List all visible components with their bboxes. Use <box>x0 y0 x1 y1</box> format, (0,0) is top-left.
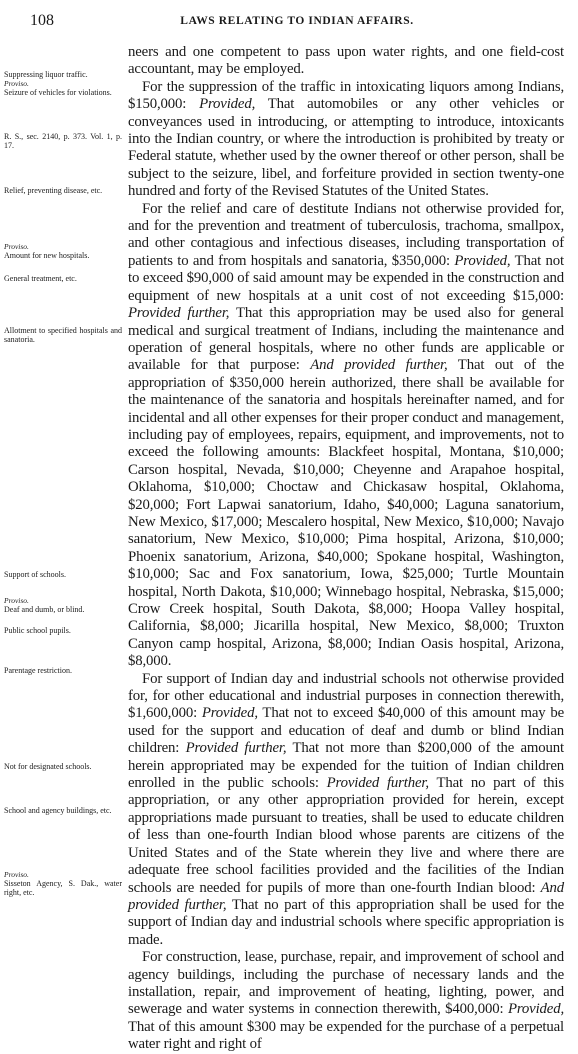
margin-note-parentage <box>4 666 122 675</box>
margin-note-revised-statutes <box>4 132 122 150</box>
margin-note-text: General treatment, etc. <box>4 274 77 283</box>
text-run: For construction, lease, purchase, repair, and improvement of school and agency buildings, including the purchase of necessary lands and the installation, repair, and improvement of heating, lighting, power, and sewerage and water systems in connection therewith, $400,000: <box>128 949 564 1018</box>
margin-note-new-hospitals <box>4 242 122 260</box>
proviso-phrase: Provided, <box>199 96 256 113</box>
margin-note-relief <box>4 186 122 195</box>
paragraph-p0 <box>128 44 564 79</box>
margin-note-text: School and agency buildings, etc. <box>4 806 112 815</box>
margin-note-not-designated <box>4 762 122 771</box>
text-run: That of this amount $300 may be expended for the purchase of a perpetual water right and right of <box>128 1018 564 1053</box>
proviso-phrase: Provided further, <box>185 740 287 757</box>
paragraph-p3 <box>128 671 564 950</box>
margin-note-text: Parentage restriction. <box>4 666 72 675</box>
margin-note-text: Seizure of vehicles for violations. <box>4 88 112 97</box>
proviso-phrase: Provided further, <box>326 775 429 792</box>
margin-note-text: Deaf and dumb, or blind. <box>4 605 85 614</box>
margin-note-text: Not for designated schools. <box>4 762 92 771</box>
margin-note-text: Allotment to specified hospitals and sanatoria. <box>4 326 122 344</box>
text-run: That automobiles or any other vehicles or conveyances used in introducing, or attempting to introduce, intoxicants into the Indian country, or where the introduction is prohibited by treaty or Federal statute, whether used by the owner thereof or other person, shall be subject to the seizure, libel, and forfeiture provided in section twenty-one hundred and forty of the Revised Statutes of the United States. <box>128 96 564 200</box>
page-header <box>30 12 564 32</box>
paragraph-p2 <box>128 201 564 671</box>
margin-note-text: Amount for new hospitals. <box>4 251 90 260</box>
margin-note-general-treatment <box>4 274 122 283</box>
text-run: That not to exceed $90,000 of said amount may be expended in the construction and equipment of new hospitals at a unit cost of not exceeding $15,000: <box>128 252 564 304</box>
proviso-label: Proviso. <box>4 870 29 879</box>
paragraph-p4 <box>128 949 564 1053</box>
text-run: neers and one competent to pass upon water rights, and one field-cost accountant, may be employed. <box>128 44 564 78</box>
margin-note-text: R. S., sec. 2140, p. 373. Vol. 1, p. 17. <box>4 132 122 150</box>
proviso-phrase: Provided, <box>201 705 258 722</box>
text-run: That out of the appropriation of $350,000 herein authorized, there shall be available for the maintenance of the sanatoria and hospitals hereinafter named, and for incidental and all other expenses for their proper conduct and management, including pay of employees, repairs, equipment, and improvements, not to exceed the following amounts: Blackfeet hospital, Montana, $10,000; Carson hospital, Nevada, $10,000; Cheyenne and Arapahoe hospital, Oklahoma, $10,000; Choctaw and Chickasaw hospital, Oklahoma, $20,000; Fort Lapwai sanatorium, Idaho, $40,000; Laguna sanatorium, New Mexico, $17,000; Mescalero hospital, New Mexico, $10,000; Navajo sanatorium, New Mexico, $10,000; Pima hospital, Arizona, $10,000; Phoenix sanatorium, Arizona, $40,000; Spokane hospital, Washington, $10,000; Sac and Fox sanatorium, Iowa, $25,000; Turtle Mountain hospital, North Dakota, $10,000; Winnebago hospital, Nebraska, $15,000; Crow Creek hospital, South Dakota, $8,000; Hoopa Valley hospital, California, $8,000; Jicarilla hospital, New Mexico, $8,000; Truxton Canyon camp hospital, Arizona, $8,000; Indian Oasis hospital, Arizona, $8,000. <box>128 357 564 670</box>
proviso-phrase: Provided further, <box>128 305 230 322</box>
text-run: For the relief and care of destitute Indians not otherwise provided for, and for the prevention and treatment of tuberculosis, trachoma, smallpox, and other contagious and infectious diseases, including transportation of patients to and from hospitals and sanatoria, $350,000: <box>128 200 564 269</box>
margin-note-text: Sisseton Agency, S. Dak., water right, etc. <box>4 879 122 897</box>
text-run: For support of Indian day and industrial schools not otherwise provided for, for other educational and industrial purposes in connection therewith, $1,600,000: <box>128 670 564 722</box>
page-number: 108 <box>30 12 54 29</box>
paragraph-p1 <box>128 79 564 201</box>
proviso-phrase: Provided, <box>454 252 511 269</box>
running-head: LAWS RELATING TO INDIAN AFFAIRS. <box>180 15 414 27</box>
text-run: That not more than $200,000 of the amount herein appropriated may be expended for the tuition of Indian children enrolled in the public schools: <box>128 740 564 792</box>
text-run: That no part of this appropriation shall be used for the support of Indian day and industrial schools where specific appropriation is made. <box>128 896 564 948</box>
margin-note-sisseton <box>4 870 122 897</box>
text-run: That no part of this appropriation, or any other appropriation provided for herein, except appropriations made pursuant to treaties, shall be used to educate children of less than one-fourth Indian blood whose parents are citizens of the United States and of the State wherein they live and where there are adequate free school facilities provided and the facilities of the Indian schools are needed for pupils of more than one-fourth Indian blood: <box>128 775 565 896</box>
margin-note-text: Suppressing liquor traffic. <box>4 70 88 79</box>
margin-note-liquor <box>4 70 122 97</box>
margin-note-support-of-schools <box>4 570 122 579</box>
statute-body <box>128 44 564 1054</box>
proviso-phrase: And provided further, <box>128 879 564 913</box>
margin-note-buildings <box>4 806 122 815</box>
text-run: That this appropriation may be used also for general medical and surgical treatment of Indians, including the maintenance and operation of general hospitals, where no other funds are applicable or available for that purpose: <box>128 305 564 374</box>
text-run: For the suppression of the traffic in intoxicating liquors among Indians, $150,000: <box>128 78 564 113</box>
margin-note-text: Public school pupils. <box>4 626 71 635</box>
proviso-label: Proviso. <box>4 242 29 251</box>
margin-note-deaf-blind <box>4 596 122 614</box>
margin-note-text: Relief, preventing disease, etc. <box>4 186 103 195</box>
margin-note-allotment <box>4 326 122 344</box>
proviso-label: Proviso. <box>4 596 29 605</box>
margin-note-public-school <box>4 626 122 635</box>
proviso-label: Proviso. <box>4 79 29 88</box>
text-run: That not to exceed $40,000 of this amount may be used for the support and education of deaf and dumb or blind Indian children: <box>128 705 564 757</box>
proviso-phrase: And provided further, <box>310 357 448 374</box>
margin-note-text: Support of schools. <box>4 570 66 579</box>
proviso-phrase: Provided, <box>507 1001 564 1018</box>
